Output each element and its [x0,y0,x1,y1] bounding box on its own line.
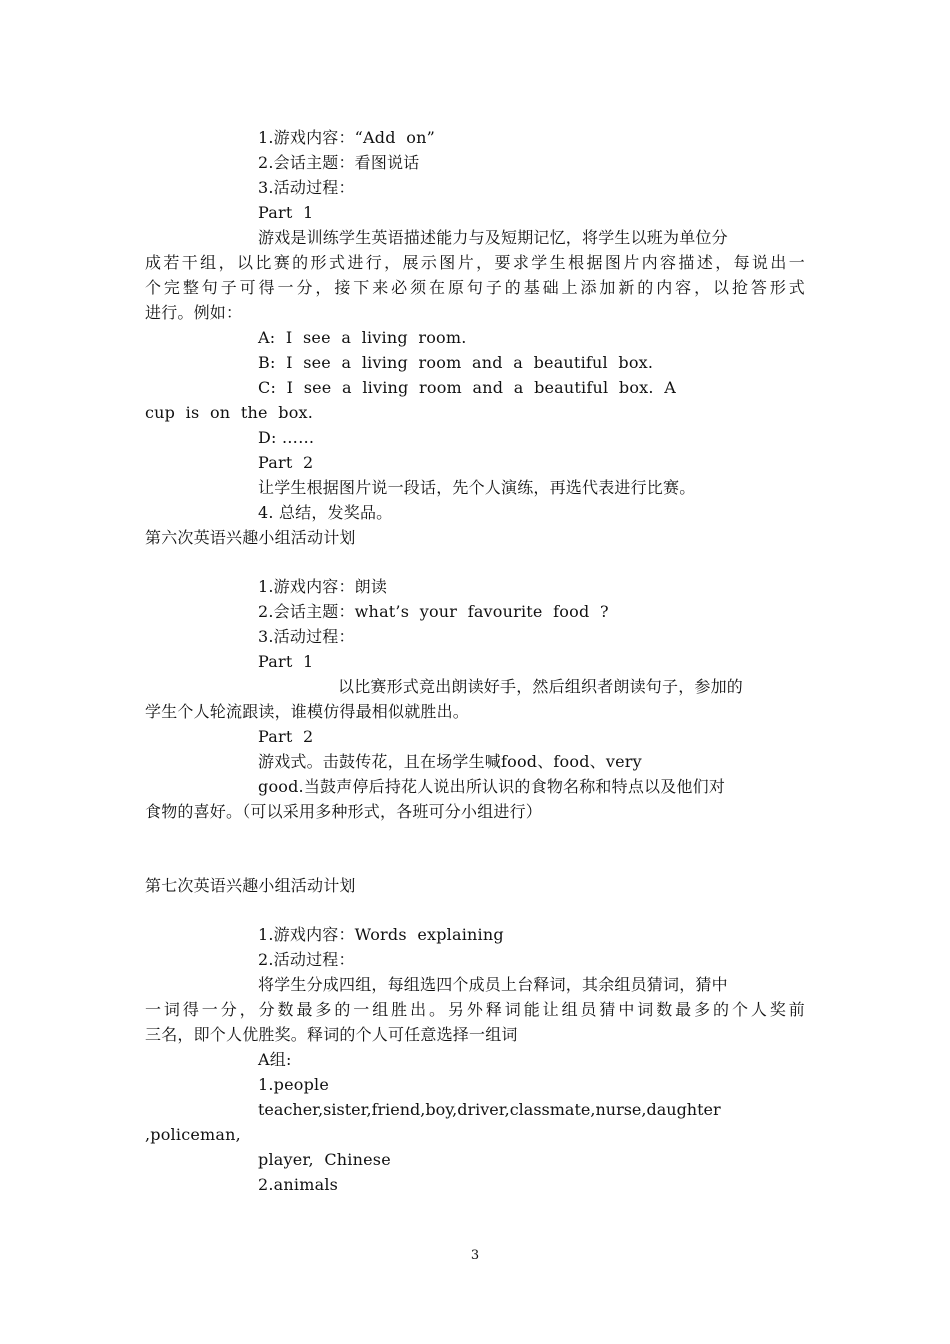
text-line: Part 1 [258,203,314,222]
paragraph-line: 学生个人轮流跟读，谁模仿得最相似就胜出。 [145,702,470,721]
text-line: 3.活动过程： [258,178,355,197]
example-line: C: I see a living room and a beautiful box. A [258,378,676,397]
text-line: Part 2 [258,453,314,472]
paragraph-line: 游戏式。击鼓传花，且在场学生喊food、food、very [258,752,642,771]
paragraph-line: 游戏是训练学生英语描述能力与及短期记忆，将学生以班为单位分 [258,228,728,247]
text-line: 3.活动过程： [258,627,355,646]
text-line: 1.people [258,1075,330,1094]
text-line: 2.animals [258,1175,339,1194]
paragraph-line: 一词得一分，分数最多的一组胜出。另外释词能让组员猜中词数最多的个人奖前 [145,1000,805,1019]
text-line: 1.游戏内容：“Add on” [258,128,435,147]
text-line: Part 1 [258,652,314,671]
paragraph-line: 食物的喜好。（可以采用多种形式，各班可分小组进行） [145,802,543,821]
example-line: cup is on the box. [145,403,314,422]
text-line: 2.会话主题：看图说话 [258,153,420,172]
paragraph-line: 将学生分成四组，每组选四个成员上台释词，其余组员猜词，猜中 [258,975,728,994]
section-heading: 第六次英语兴趣小组活动计划 [145,528,356,547]
paragraph-line: 进行。例如： [145,303,243,322]
word-list-line: ,policeman, [145,1125,241,1144]
paragraph-line: 成若干组，以比赛的形式进行，展示图片，要求学生根据图片内容描述，每说出一 [145,253,805,272]
text-line: 1.游戏内容：Words explaining [258,925,504,944]
word-list-line: teacher,sister,friend,boy,driver,classmate,nurse,daughter [258,1100,721,1119]
text-line: A组: [258,1050,292,1069]
text-line: 让学生根据图片说一段话，先个人演练，再选代表进行比赛。 [258,478,696,497]
text-line: 1.游戏内容：朗读 [258,577,388,596]
word-list-line: player, Chinese [258,1150,391,1169]
example-line: A: I see a living room. [258,328,467,347]
paragraph-line: 个完整句子可得一分，接下来必须在原句子的基础上添加新的内容，以抢答形式 [145,278,805,297]
example-line: B: I see a living room and a beautiful box. [258,353,654,372]
paragraph-line: 以比赛形式竞出朗读好手，然后组织者朗读句子，参加的 [338,677,744,696]
text-line: 2.会话主题：what’s your favourite food ? [258,602,609,621]
text-line: 2.活动过程： [258,950,355,969]
text-line: Part 2 [258,727,314,746]
page-number: 3 [470,1248,480,1263]
example-line: D: …… [258,428,315,447]
paragraph-line: good.当鼓声停后持花人说出所认识的食物名称和特点以及他们对 [258,777,726,796]
section-heading: 第七次英语兴趣小组活动计划 [145,876,356,895]
paragraph-line: 三名，即个人优胜奖。释词的个人可任意选择一组词 [145,1025,518,1044]
text-line: 4. 总结，发奖品。 [258,503,393,522]
